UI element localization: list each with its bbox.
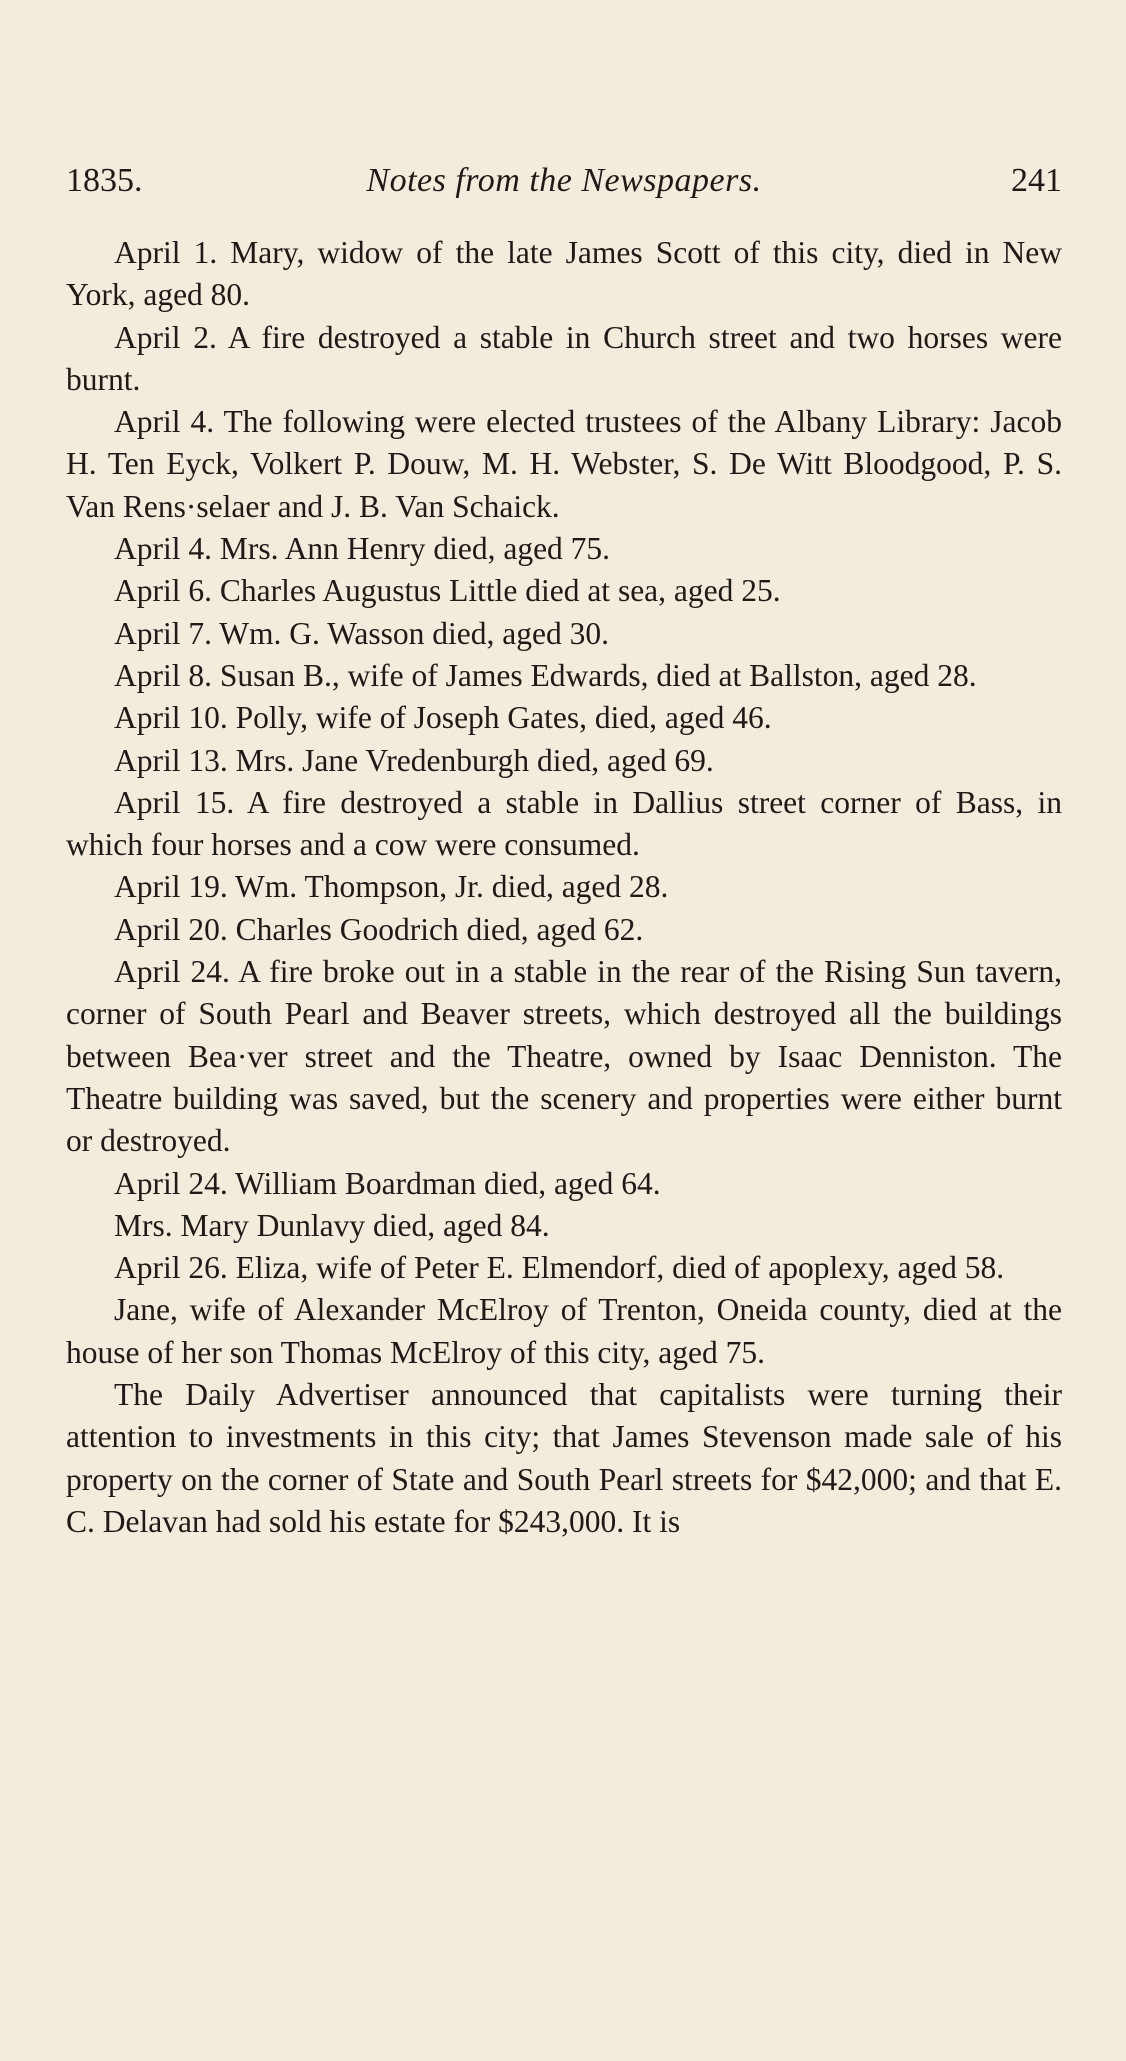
paragraph: April 24. William Boardman died, aged 64. <box>114 1165 661 1201</box>
paragraph: April 10. Polly, wife of Joseph Gates, died, aged 46. <box>114 700 772 736</box>
paragraph: April 7. Wm. G. Wasson died, aged 30. <box>114 615 609 651</box>
paragraph: April 4. The following were elected trustees of the Albany Library: Jacob H. Ten Eyck, Volkert P. Douw, M. H. Webster, S. De Witt Bloodgood, P. S. Van Rens·selaer and J. B. Van Schaick. <box>66 404 1062 524</box>
body-text <box>66 232 1062 1543</box>
paragraph: April 24. A fire broke out in a stable in the rear of the Rising Sun tavern, corner of South Pearl and Beaver streets, which destroyed all the buildings between Bea·ver street and the Theatre, owned by Isaac Denniston. The Theatre building was saved, but the scenery and properties were either burnt or destroyed. <box>66 954 1062 1159</box>
paragraph: Jane, wife of Alexander McElroy of Trenton, Oneida county, died at the house of her son Thomas McElroy of this city, aged 75. <box>66 1292 1062 1370</box>
header-year: 1835. <box>66 162 143 199</box>
paragraph: April 19. Wm. Thompson, Jr. died, aged 28. <box>114 869 669 905</box>
header-title: Notes from the Newspapers. <box>366 162 762 199</box>
paragraph: April 1. Mary, widow of the late James Scott of this city, died in New York, aged 80. <box>66 235 1062 313</box>
paragraph: April 6. Charles Augustus Little died at sea, aged 25. <box>114 573 781 609</box>
paragraph: April 2. A fire destroyed a stable in Church street and two horses were burnt. <box>66 319 1062 397</box>
paragraph: Mrs. Mary Dunlavy died, aged 84. <box>114 1207 550 1243</box>
paragraph: April 8. Susan B., wife of James Edwards, died at Ballston, aged 28. <box>114 657 977 693</box>
paragraph: April 26. Eliza, wife of Peter E. Elmendorf, died of apoplexy, aged 58. <box>114 1250 1005 1286</box>
paragraph: April 20. Charles Goodrich died, aged 62. <box>114 911 644 947</box>
page-number: 241 <box>1011 162 1062 199</box>
paragraph: April 13. Mrs. Jane Vredenburgh died, aged 69. <box>114 742 714 778</box>
running-header <box>66 162 1062 212</box>
paragraph: April 15. A fire destroyed a stable in Dallius street corner of Bass, in which four horses and a cow were consumed. <box>66 784 1062 863</box>
paragraph: The Daily Advertiser announced that capitalists were turning their attention to investments in this city; that James Stevenson made sale of his property on the corner of State and South Pearl streets for $42,000; and that E. C. Delavan had sold his estate for $243,000. It is <box>66 1377 1062 1539</box>
paragraph: April 4. Mrs. Ann Henry died, aged 75. <box>114 531 611 567</box>
